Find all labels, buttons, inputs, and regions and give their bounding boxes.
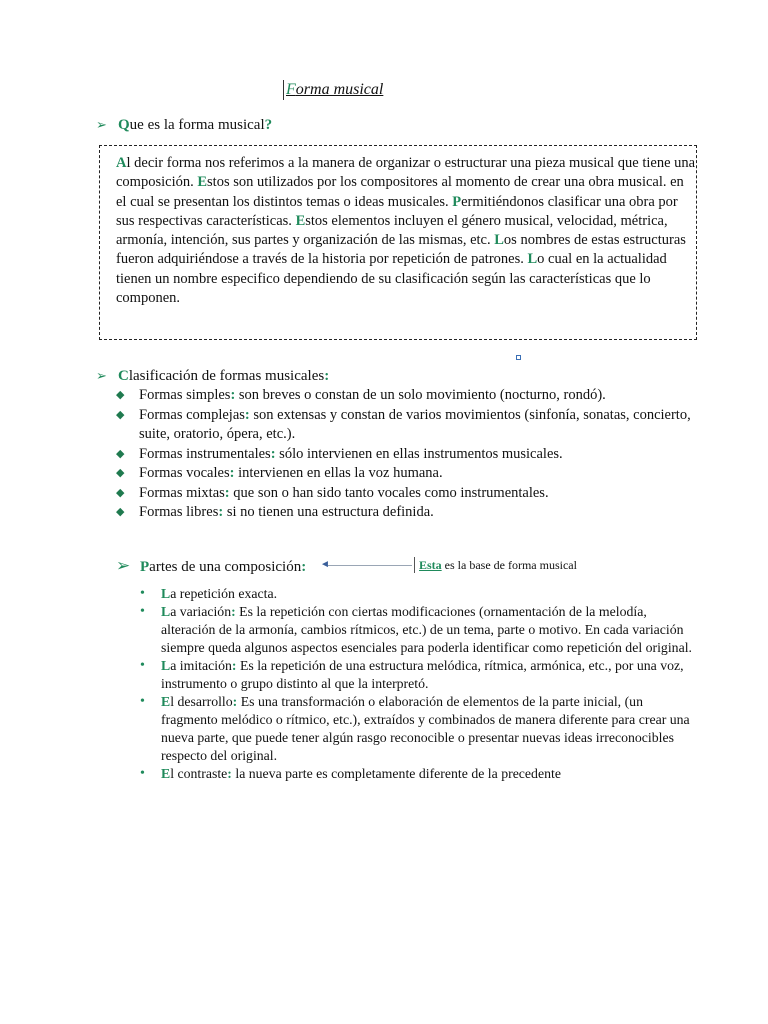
diamond-bullet-icon: ◆ <box>116 506 125 518</box>
item-label: a repetición exacta. <box>170 586 278 601</box>
item-text: si no tienen una estructura definida. <box>223 504 434 520</box>
sentence-text: stos son utilizados por los compositores al momento de crear una obra musical. en el cual se presentan los distintos temas o ideas musicales. <box>116 174 684 210</box>
arrow-bullet-icon: ➢ <box>116 556 131 575</box>
item-colon: : <box>232 694 238 709</box>
drop-letter: E <box>161 694 171 709</box>
callout-connector <box>328 565 412 566</box>
sentence-text: os nombres de estas estructuras fueron adquiriéndose a través de la historia por repetición de patrones. <box>116 232 686 268</box>
item-label: a variación <box>170 604 232 619</box>
item-label: Formas libres <box>139 504 219 520</box>
dot-bullet-icon: • <box>140 658 145 673</box>
list-item <box>140 657 695 693</box>
dot-bullet-icon: • <box>140 604 145 619</box>
drop-letter: L <box>494 232 504 249</box>
item-text: son breves o constan de un solo movimiento (nocturno, rondó). <box>235 387 606 403</box>
item-colon: : <box>227 766 232 781</box>
list-item <box>140 693 695 765</box>
item-label: a imitación <box>170 658 232 673</box>
item-text: sólo intervienen en ellas instrumentos musicales. <box>275 445 563 462</box>
item-label: Formas vocales <box>139 465 230 481</box>
drop-letter: L <box>161 586 171 601</box>
arrow-bullet-icon: ➢ <box>96 368 107 383</box>
item-label: Formas instrumentales <box>139 445 271 462</box>
list-item <box>116 445 701 465</box>
section-heading-partes: ➢ Partes de una composición: <box>116 556 307 575</box>
list-item <box>116 386 701 406</box>
item-label: l desarrollo <box>170 694 233 709</box>
drop-letter: E <box>197 174 208 191</box>
list-item <box>116 484 701 504</box>
item-label: Formas simples <box>139 387 231 403</box>
diamond-bullet-icon: ◆ <box>116 389 125 401</box>
item-colon: : <box>231 604 236 619</box>
list-item <box>140 603 695 657</box>
item-colon: : <box>270 445 276 462</box>
item-text: Es la repetición de una estructura melódica, rítmica, armónica, etc., por una voz, instrumento o grupo distinto al que la interpretó. <box>161 658 684 691</box>
drop-letter: L <box>161 604 171 619</box>
drop-letter: E <box>161 766 171 781</box>
dot-bullet-icon: • <box>140 694 145 709</box>
item-text: intervienen en ellas la voz humana. <box>234 465 443 481</box>
sentence-text: o cual en la actualidad tienen un nombre especifico dependiendo de su clasificación según las características que lo componen. <box>116 251 667 307</box>
diamond-bullet-icon: ◆ <box>116 408 125 421</box>
item-colon: : <box>230 387 236 403</box>
drop-letter: E <box>295 212 306 229</box>
item-text: Es una transformación o elaboración de elementos de la parte inicial, (un fragmento melódico o rítmico, etc.), extraídos y combinados de manera diferente para crear una nueva parte, que puede tener algún rasgo reconocible o presentar nuevas ideas irreconocibles respecto del original. <box>161 694 690 763</box>
drop-letter: L <box>161 658 171 673</box>
drop-letter: L <box>527 251 538 268</box>
partes-list <box>140 585 695 783</box>
item-colon: : <box>229 465 235 481</box>
item-colon: : <box>224 484 230 501</box>
item-label: Formas complejas <box>139 406 245 423</box>
section-heading-clasificacion: ➢ Clasificación de formas musicales: <box>96 368 330 384</box>
sentence-text: ermitiéndonos clasificar una obra por sus respectivas características. <box>116 193 678 229</box>
diamond-bullet-icon: ◆ <box>116 467 125 479</box>
list-item <box>140 765 695 783</box>
item-colon: : <box>244 406 250 423</box>
drop-letter: P <box>452 193 462 210</box>
document-title: Forma musical <box>283 80 383 100</box>
sentence-text: stos elementos incluyen el género musical, velocidad, métrica, armonía, intención, sus partes y organización de las mismas, etc. <box>116 212 668 249</box>
list-item <box>116 464 701 484</box>
clasificacion-list <box>116 386 701 523</box>
item-label: Formas mixtas <box>139 484 225 501</box>
list-item <box>116 503 701 523</box>
definition-paragraph <box>116 154 696 308</box>
item-colon: : <box>218 504 224 520</box>
diamond-bullet-icon: ◆ <box>116 486 125 499</box>
item-colon: : <box>231 658 237 673</box>
item-text: Es la repetición con ciertas modificaciones (ornamentación de la melodía, alteración de la armonía, cambios rítmicos, etc.) de un tema, parte o motivo. En cada variación siempre queda algunos aspectos esenciales para poderla identificar como repetición del original. <box>161 604 692 655</box>
sentence-text: l decir forma nos referimos a la manera de organizar o estructurar una pieza musical que tiene una composición. <box>116 155 696 191</box>
item-text: la nueva parte es completamente diferente de la precedente <box>231 766 561 781</box>
section-heading-que-es: ➢ Que es la forma musical? <box>96 117 273 133</box>
item-text: son extensas y constan de varios movimientos (sinfonía, sonatas, concierto, suite, oratorio, ópera, etc.). <box>139 406 691 442</box>
anchor-marker-icon <box>516 355 521 360</box>
item-text: que son o han sido tanto vocales como instrumentales. <box>229 484 549 501</box>
dot-bullet-icon: • <box>140 766 145 781</box>
drop-letter: A <box>116 155 127 171</box>
callout-arrow-icon: ◄ <box>320 559 330 570</box>
diamond-bullet-icon: ◆ <box>116 447 125 460</box>
comment-callout: Esta es la base de forma musical <box>414 557 577 573</box>
item-label: l contraste <box>170 766 228 781</box>
list-item <box>140 585 695 603</box>
arrow-bullet-icon: ➢ <box>96 117 107 132</box>
list-item <box>116 406 701 445</box>
dot-bullet-icon: • <box>140 586 145 601</box>
